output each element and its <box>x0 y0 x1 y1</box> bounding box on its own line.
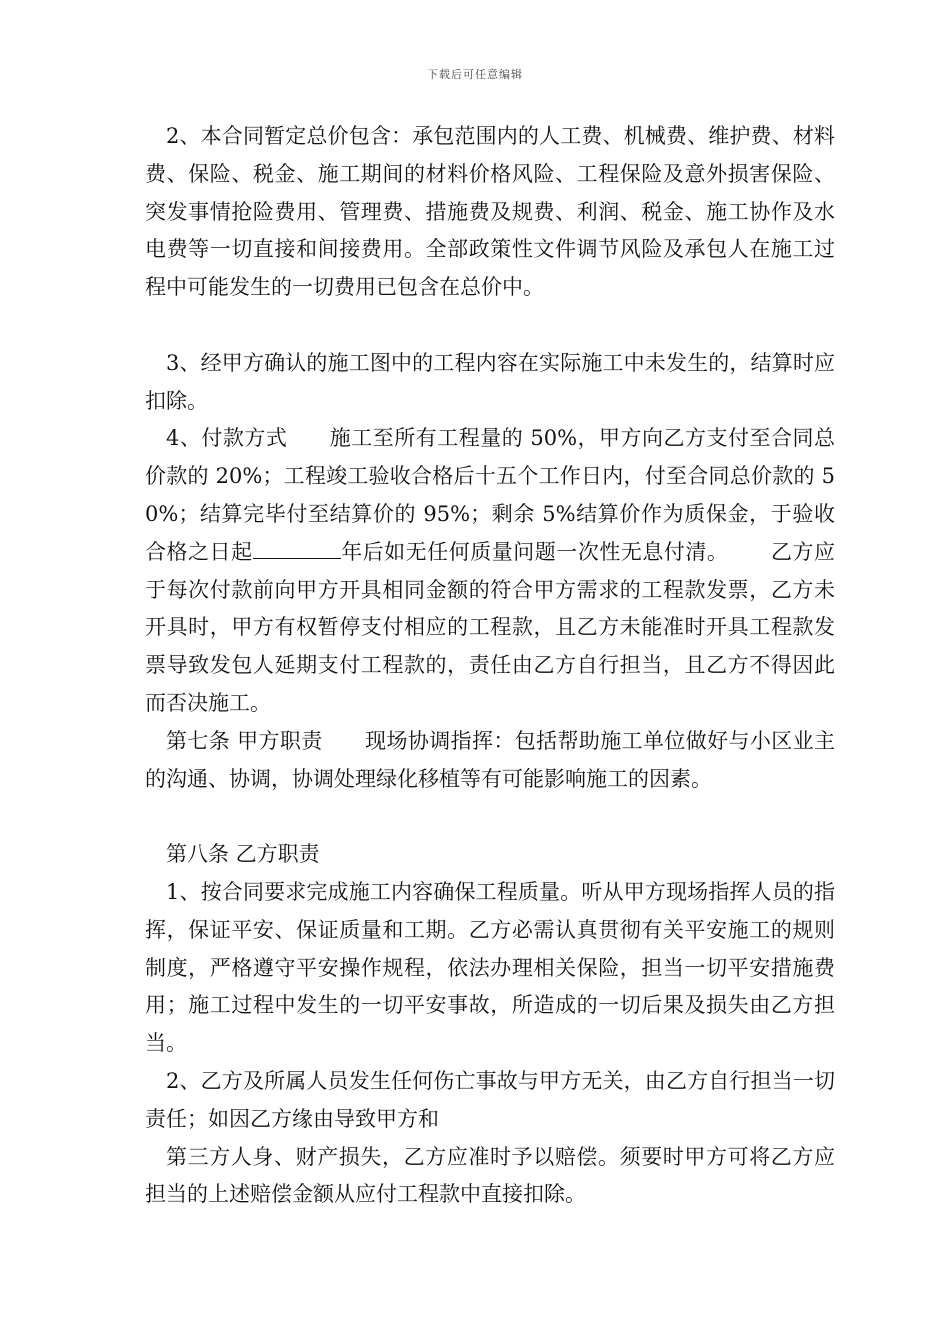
paragraph-payment-method <box>145 420 835 722</box>
article-eight-heading: 第八条 乙方职责 <box>166 842 320 867</box>
paragraph-third-party-compensation: 第三方人身、财产损失，乙方应准时予以赔偿。须要时甲方可将乙方应担当的上述赔偿金额从应付工程款中直接扣除。 <box>145 1144 835 1207</box>
payment-method-terms-end: 年后如无任何质量问题一次性无息付清。 <box>340 539 729 564</box>
document-body <box>145 118 835 1214</box>
fill-in-blank <box>253 538 341 559</box>
page-header: 下载后可任意编辑 <box>427 68 523 81</box>
paragraph-gap <box>145 798 835 836</box>
paragraph-accident-liability: 2、乙方及所属人员发生任何伤亡事故与甲方无关，由乙方自行担当一切责任；如因乙方缘由导致甲方和 <box>145 1068 835 1131</box>
payment-method-terms: 施工至所有工程量的 50%，甲方向乙方支付至合同总价款的 20%；工程竣工验收合格后十五个工作日内，付至合同总价款的 50%；结算完毕付至结算价的 95%；剩余 5%结算价作为质保金，于验收合格之日起 <box>145 426 835 564</box>
paragraph-party-a-duties <box>145 723 835 799</box>
paragraph-quality-safety: 1、按合同要求完成施工内容确保工程质量。听从甲方现场指挥人员的指挥，保证平安、保证质量和工期。乙方必需认真贯彻有关平安施工的规则制度，严格遵守平安操作规程，依法办理相关保险，担当一切平安措施费用；施工过程中发生的一切平安事故，所造成的一切后果及损失由乙方担当。 <box>145 879 835 1056</box>
payment-method-heading: 4、付款方式 <box>166 426 288 451</box>
article-seven-text: 现场协调指挥：包括帮助施工单位做好与小区业主的沟通、协调，协调处理绿化移植等有可能影响施工的因素。 <box>145 728 835 791</box>
paragraph-gap <box>145 307 835 345</box>
paragraph-total-price: 2、本合同暂定总价包含：承包范围内的人工费、机械费、维护费、材料费、保险、税金、施工期间的材料价格风险、工程保险及意外损害保险、突发事情抢险费用、管理费、措施费及规费、利润、税金、施工协作及水电费等一切直接和间接费用。全部政策性文件调节风险及承包人在施工过程中可能发生的一切费用已包含在总价中。 <box>145 124 835 300</box>
paragraph-settlement-deduction: 3、经甲方确认的施工图中的工程内容在实际施工中未发生的，结算时应扣除。 <box>145 350 835 413</box>
invoice-terms: 乙方应于每次付款前向甲方开具相同金额的符合甲方需求的工程款发票，乙方未开具时，甲方有权暂停支付相应的工程款，且乙方未能准时开具工程款发票导致发包人延期支付工程款的，责任由乙方自行担当，且乙方不得因此而否决施工。 <box>145 539 836 715</box>
article-seven-heading: 第七条 甲方职责 <box>166 728 323 753</box>
